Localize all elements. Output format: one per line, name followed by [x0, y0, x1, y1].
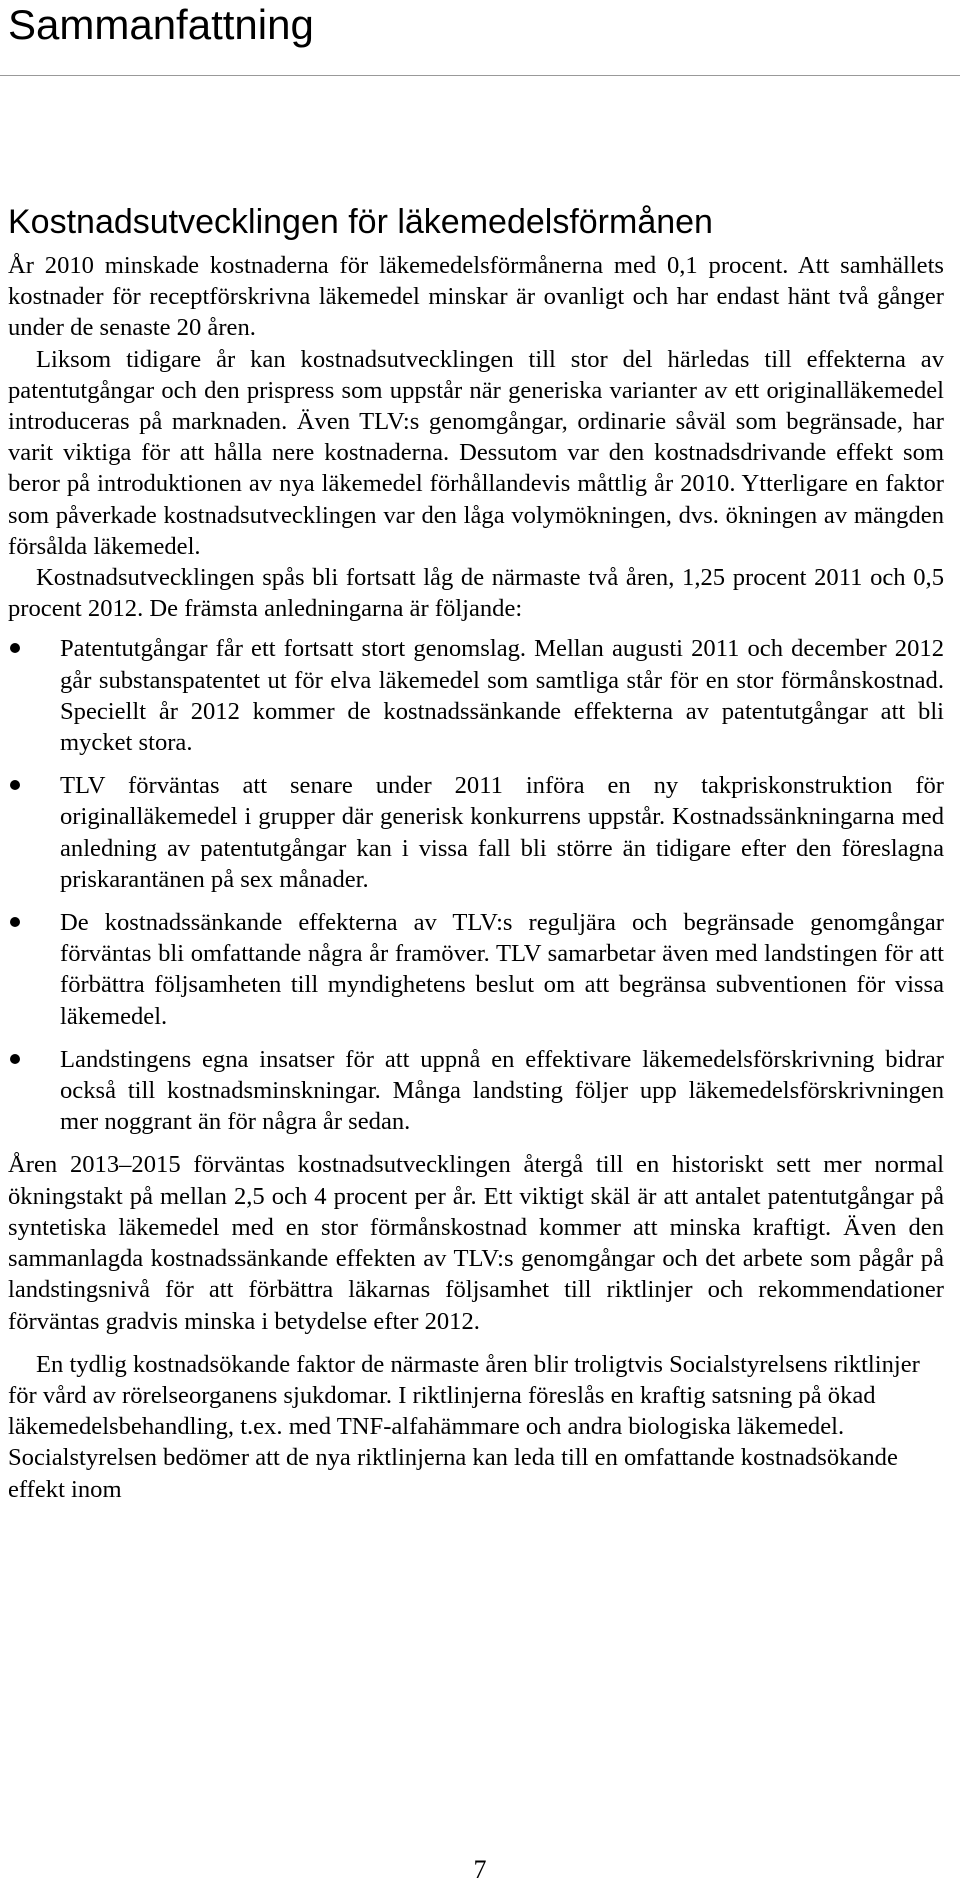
list-item-text: Patentutgångar får ett fortsatt stort genomslag. Mellan augusti 2011 och december 2012 går substanspatentet ut för elva läkemedel som samtliga står för en stor förmånskostnad. Speciellt år 2012 kommer de kostnadssänkande effekterna av patentutgångar att bli mycket stora.: [60, 635, 944, 757]
list-item-text: De kostnadssänkande effekterna av TLV:s reguljära och begränsade genomgångar förväntas bli omfattande några år framöver. TLV samarbetar även med landstingen för att förbättra följsamheten till myndighetens beslut om att begränsa subventionen för vissa läkemedel.: [60, 909, 944, 1030]
cost-drivers-paragraph: Liksom tidigare år kan kostnadsutvecklingen till stor del härledas till effekterna av patentutgångar och den prispress som uppstår när generiska varianter av ett originalläkemedel introduceras på marknaden. Även TLV:s genomgångar, ordinarie såväl som begränsade, har varit viktiga för att hålla nere kostnaderna. Dessutom var den kostnadsdrivande effekt som beror på introduktionen av nya läkemedel förhållandevis måttlig år 2010. Ytterligare en faktor som påverkade kostnadsutvecklingen var den låga volymökningen, dvs. ökningen av mängden försålda läkemedel.: [8, 345, 944, 560]
reasons-list: [8, 633, 944, 1137]
list-item: [8, 1044, 944, 1138]
list-item-text: Landstingens egna insatser för att uppnå en effektivare läkemedelsförskrivning bidrar också till kostnadsminskningar. Många landsting följer upp läkemedelsförskrivningen mer noggrant än för några år sedan.: [60, 1045, 944, 1136]
list-item: [8, 770, 944, 895]
long-term-paragraph: Åren 2013–2015 förväntas kostnadsutvecklingen återgå till en historiskt sett mer normal ökningstakt på mellan 2,5 och 4 procent per år. Ett viktigt skäl är att antalet patentutgångar på syntetiska läkemedel med en stor förmånskostnad kommer att minska kraftigt. Även den sammanlagda kostnadssänkande effekten av TLV:s genomgångar och det arbete som pågår på landstingsnivå för att förbättra läkarnas följsamhet till riktlinjer och rekommendationer förväntas gradvis minska i betydelse efter 2012.: [8, 1151, 944, 1335]
page-title: Sammanfattning: [8, 1, 314, 48]
list-item: [8, 907, 944, 1032]
page-number: 7: [473, 1855, 487, 1884]
section-heading: Kostnadsutvecklingen för läkemedelsförmånen: [8, 203, 713, 241]
bullet-icon: [10, 780, 20, 790]
forecast-paragraph: Kostnadsutvecklingen spås bli fortsatt låg de närmaste två åren, 1,25 procent 2011 och 0,5 procent 2012. De främsta anledningarna är följande:: [8, 564, 944, 623]
title-divider: [0, 75, 960, 76]
guidelines-paragraph: En tydlig kostnadsökande faktor de närmaste åren blir troligtvis Socialstyrelsens riktlinjer för vård av rörelseorganens sjukdomar. I riktlinjerna föreslås en kraftig satsning på ökad läkemedelsbehandling, t.ex. med TNF-alfahämmare och andra biologiska läkemedel. Socialstyrelsen bedömer att de nya riktlinjerna kan leda till en omfattande kostnadsökande effekt inom: [8, 1350, 920, 1503]
list-item: [8, 633, 944, 758]
bullet-icon: [10, 643, 20, 653]
bullet-icon: [10, 917, 20, 927]
body-text: [8, 250, 944, 1505]
bullet-icon: [10, 1054, 20, 1064]
list-item-text: TLV förväntas att senare under 2011 införa en ny takpriskonstruktion för originalläkemedel i grupper där generisk konkurrens uppstår. Kostnadssänkningarna med anledning av patentutgångar kan i vissa fall bli större än tidigare efter den föreslagna priskarantänen på sex månader.: [60, 772, 944, 893]
intro-paragraph: År 2010 minskade kostnaderna för läkemedelsförmånerna med 0,1 procent. Att samhällets kostnader för receptförskrivna läkemedel minskar är ovanligt och har endast hänt två gånger under de senaste 20 åren.: [8, 252, 944, 342]
